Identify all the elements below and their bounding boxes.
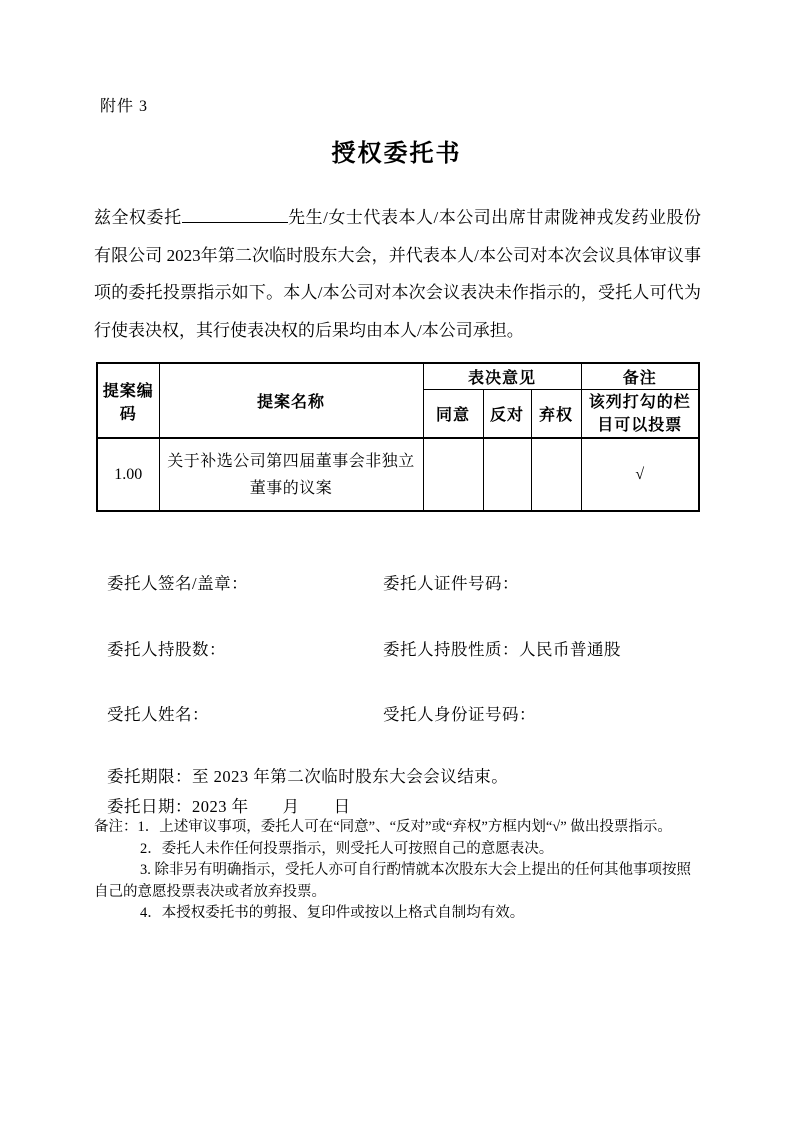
cell-vote-oppose xyxy=(483,438,531,511)
header-vote-opinion-group: 表决意见 xyxy=(423,363,581,390)
note-line-2: 2．委托人未作任何投票指示，则受托人可按照自己的意愿表决。 xyxy=(140,840,554,857)
principal-shares-label: 委托人持股数： xyxy=(107,640,226,659)
cell-proposal-code: 1.00 xyxy=(97,438,159,511)
note-line-1: 备注：1．上述审议事项，委托人可在“同意”、“反对”或“弃权”方框内划“√” 做出投票指示。 xyxy=(94,819,672,835)
header-remark: 备注 xyxy=(581,363,699,390)
header-abstain: 弃权 xyxy=(531,390,581,439)
header-agree: 同意 xyxy=(423,390,483,439)
header-remark-note: 该列打勾的栏目可以投票 xyxy=(581,390,699,439)
header-oppose: 反对 xyxy=(483,390,531,439)
header-proposal-code: 提案编码 xyxy=(97,363,159,438)
proxy-date-line: 委托日期：2023 年 月 日 xyxy=(107,797,351,816)
document-title: 授权委托书 xyxy=(331,141,462,167)
cell-vote-abstain xyxy=(531,438,581,511)
voting-instruction-table xyxy=(96,362,700,512)
note-line-4: 4．本授权委托书的剪报、复印件或按以上格式自制均有效。 xyxy=(140,905,525,921)
cell-vote-agree xyxy=(423,438,483,511)
paragraph-text-before-blank: 兹全权委托 xyxy=(94,208,182,227)
notes-block xyxy=(94,817,734,925)
trustee-name-row xyxy=(107,701,707,723)
proxy-statement-paragraph xyxy=(94,199,701,349)
note-line-3-continued: 自己的意愿投票表决或者放弃投票。 xyxy=(94,883,326,900)
principal-share-type-label: 委托人持股性质：人民币普通股 xyxy=(383,640,621,659)
trustee-name-label: 受托人姓名： xyxy=(107,705,209,724)
table-row xyxy=(97,438,699,511)
trustee-id-label: 受托人身份证号码： xyxy=(383,705,536,724)
proxy-term-line: 委托期限：至 2023 年第二次临时股东大会会议结束。 xyxy=(107,767,509,786)
attachment-label: 附件 3 xyxy=(100,98,149,115)
paragraph-text-after-blank: 先生/女士代表本人/本公司出席甘肃陇神戎发药业股份有限公司 2023年第二次临时股东大会，并代表本人/本公司对本次会议具体审议事项的委托投票指示如下。本人/本公司对本次会议表决未作指示的，受托人可代为行使表决权，其行使表决权的后果均由本人/本公司承担。 xyxy=(94,208,701,340)
principal-shares-row xyxy=(107,636,707,658)
principal-signature-label: 委托人签名/盖章： xyxy=(107,574,249,593)
principal-signature-row xyxy=(107,570,707,592)
header-proposal-name: 提案名称 xyxy=(159,363,423,438)
cell-remark-checkmark: √ xyxy=(581,438,699,511)
cell-proposal-name: 关于补选公司第四届董事会非独立董事的议案 xyxy=(159,438,423,511)
note-line-3: 3. 除非另有明确指示，受托人亦可自行酌情就本次股东大会上提出的任何其他事项按照 xyxy=(140,862,691,878)
proxy-name-blank-underline xyxy=(182,220,288,223)
principal-id-label: 委托人证件号码： xyxy=(383,574,519,593)
